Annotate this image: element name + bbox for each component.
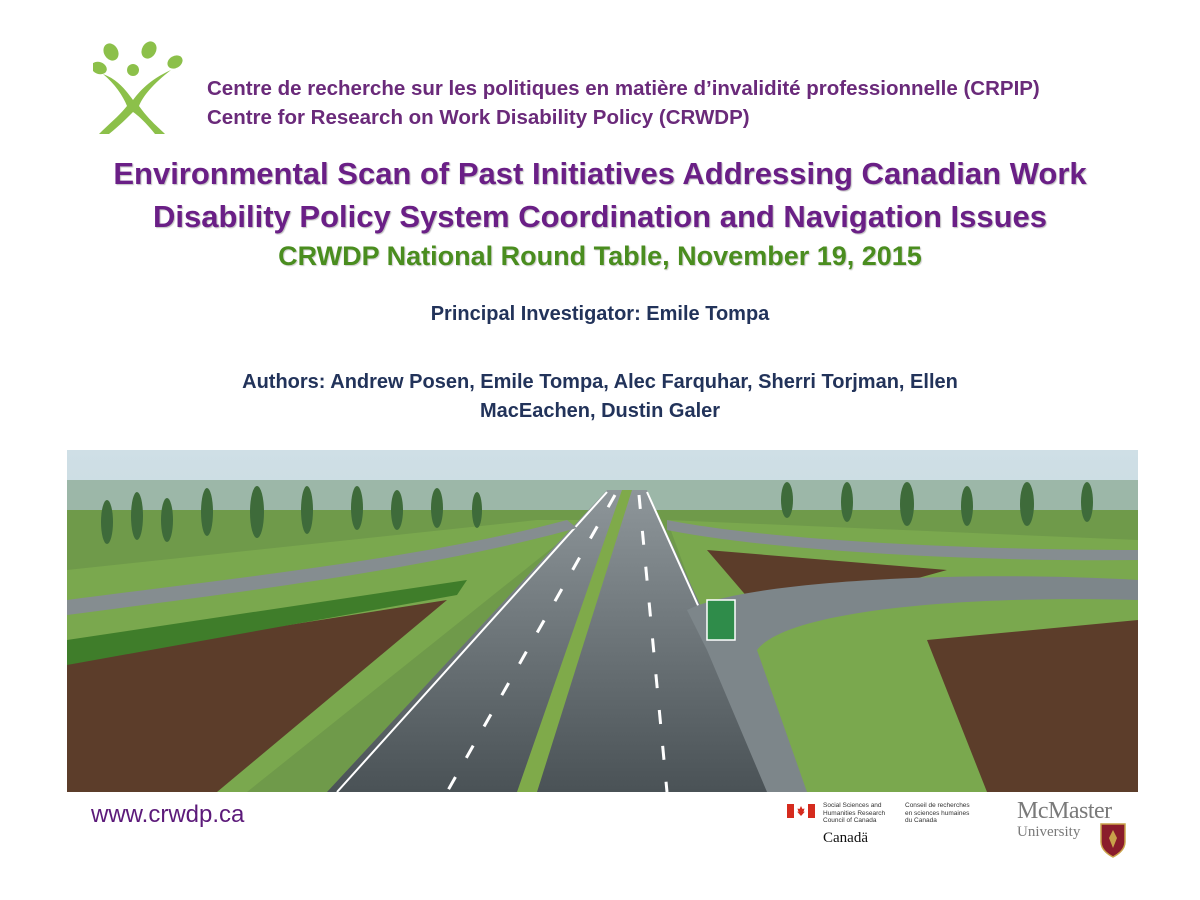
sshrc-name-french: Conseil de recherches en sciences humaines du Canada xyxy=(905,802,970,824)
crwdp-logo-icon xyxy=(93,40,189,136)
org-name-french: Centre de recherche sur les politiques en matière d’invalidité professionnelle (CRPIP) xyxy=(207,77,1040,100)
mcmaster-crest-icon xyxy=(1099,822,1127,858)
mcmaster-university: University xyxy=(1017,824,1081,840)
sshrc-logo xyxy=(787,800,987,854)
title-line-1: Environmental Scan of Past Initiatives Addressing Canadian Work xyxy=(113,156,1087,191)
title-line-2: Disability Policy System Coordination and Navigation Issues xyxy=(152,199,1048,234)
mcmaster-logo xyxy=(1017,798,1137,860)
organization-names xyxy=(207,74,1040,132)
title-block xyxy=(0,152,1200,274)
org-name-english: Centre for Research on Work Disability Policy (CRWDP) xyxy=(207,106,750,129)
event-subtitle: CRWDP National Round Table, November 19, 2015 xyxy=(278,241,922,271)
canada-flag-icon xyxy=(787,804,815,818)
principal-investigator: Principal Investigator: Emile Tompa xyxy=(430,303,770,325)
canada-wordmark: Canadä xyxy=(823,830,868,846)
authors-line-1: Authors: Andrew Posen, Emile Tompa, Alec Farquhar, Sherri Torjman, Ellen xyxy=(242,371,958,393)
website-link[interactable]: www.crwdp.ca xyxy=(91,801,245,828)
authors-line-2: MacEachen, Dustin Galer xyxy=(479,400,721,422)
highway-photo xyxy=(67,450,1138,792)
sshrc-name-english: Social Sciences and Humanities Research Council of Canada xyxy=(823,802,886,824)
authors xyxy=(150,368,1050,426)
mcmaster-name: McMaster xyxy=(1017,798,1112,824)
